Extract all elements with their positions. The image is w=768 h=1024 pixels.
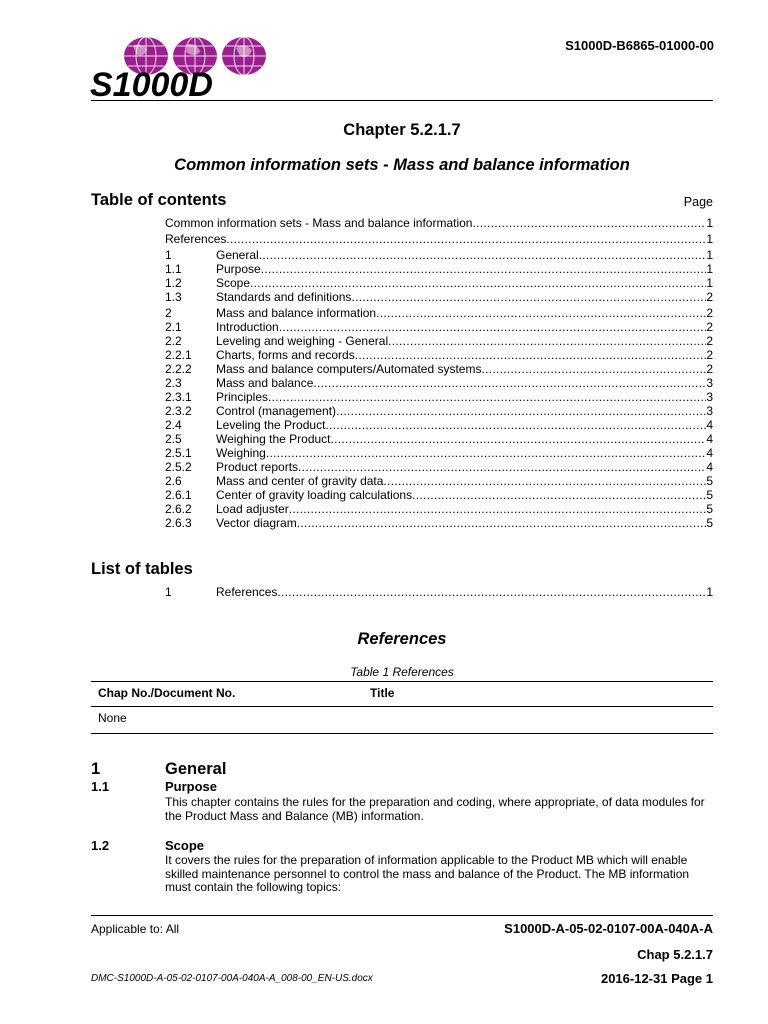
toc-entry-page: 4	[706, 432, 713, 446]
toc-entry-page: 2	[706, 348, 713, 362]
toc-entry-leader	[481, 362, 706, 376]
toc-entry-page: 3	[706, 390, 713, 404]
toc-page-label: Page	[683, 195, 713, 209]
section-1-number: 1	[91, 760, 101, 778]
header-rule	[91, 100, 713, 101]
toc-entry[interactable]	[165, 432, 713, 446]
table-top-rule	[91, 681, 713, 682]
toc-entry-leader	[336, 404, 706, 418]
toc-entry[interactable]	[165, 376, 713, 390]
toc-entry-title: Scope	[216, 276, 251, 290]
toc-entry-page: 2	[706, 320, 713, 334]
toc-entry-title: Mass and balance	[216, 376, 314, 390]
s1000d-logo	[88, 34, 278, 102]
toc-entry-title: Mass and balance computers/Automated systems	[216, 362, 482, 376]
toc-entry-page: 5	[706, 502, 713, 516]
toc-entry-title: Mass and balance information	[216, 306, 377, 320]
document-number: S1000D-B6865-01000-00	[565, 38, 714, 53]
section-1-2-number: 1.2	[91, 838, 110, 853]
toc-entry-number: 2.6	[165, 474, 182, 488]
table-bottom-rule	[91, 733, 713, 734]
toc-entry[interactable]	[165, 502, 713, 516]
toc-entry-page: 2	[706, 306, 713, 320]
toc-entry-number: 2.2.1	[165, 348, 192, 362]
list-of-tables-entry-title: References	[216, 585, 278, 599]
toc-entry-title: Standards and definitions	[216, 290, 352, 304]
toc-entry-title: References	[165, 232, 227, 246]
toc-entry[interactable]	[165, 446, 713, 460]
toc-entry-page: 1	[706, 232, 713, 246]
toc-entry-leader	[376, 306, 706, 320]
toc-entry-leader	[388, 334, 706, 348]
toc-entry-number: 2.5	[165, 432, 182, 446]
toc-entry[interactable]	[165, 460, 713, 474]
list-of-tables-heading: List of tables	[91, 560, 193, 578]
list-of-tables-entry-number: 1	[165, 585, 172, 599]
toc-entry-leader	[297, 516, 707, 530]
table-caption: Table 1 References	[350, 665, 454, 679]
toc-entry[interactable]	[165, 320, 713, 334]
footer-rule	[91, 915, 713, 916]
toc-entry-page: 5	[706, 488, 713, 502]
toc-entry-page: 5	[706, 516, 713, 530]
table-header-doc-no: Chap No./Document No.	[98, 686, 236, 700]
toc-entry[interactable]	[165, 334, 713, 348]
toc-entry-number: 2.6.1	[165, 488, 192, 502]
toc-entry-number: 2.5.2	[165, 460, 192, 474]
references-heading: References	[357, 630, 447, 648]
toc-entry-number: 2.3.2	[165, 404, 192, 418]
toc-entry-leader	[250, 276, 706, 290]
toc-entry-title: Charts, forms and records	[216, 348, 355, 362]
table-header-rule	[91, 706, 713, 707]
toc-entry-title: Weighing the Product	[216, 432, 331, 446]
footer-filename: DMC-S1000D-A-05-02-0107-00A-040A-A_008-00_EN-US.docx	[91, 973, 373, 984]
toc-entry-title: Weighing	[216, 446, 266, 460]
toc-entry-number: 1.1	[165, 262, 182, 276]
section-1-1-text: This chapter contains the rules for the preparation and coding, where appropriate, of data modules for the Product Mass and Balance (MB) information.	[165, 795, 705, 823]
toc-entry-title: Center of gravity loading calculations	[216, 488, 413, 502]
toc-entry-title: Product reports	[216, 460, 299, 474]
section-1-title: General	[165, 760, 227, 778]
toc-entry-page: 4	[706, 446, 713, 460]
toc-entry[interactable]	[165, 216, 713, 230]
toc-entry-number: 2.1	[165, 320, 182, 334]
toc-entry[interactable]	[165, 488, 713, 502]
applicability: Applicable to: All	[91, 922, 180, 936]
toc-entry-number: 1.3	[165, 290, 182, 304]
toc-list	[165, 216, 713, 530]
list-of-tables-entry-page: 1	[706, 585, 713, 599]
toc-entry-leader	[383, 474, 706, 488]
list-of-tables-entry-leader	[277, 585, 706, 599]
toc-entry-leader	[259, 248, 707, 262]
toc-entry-page: 1	[706, 248, 713, 262]
toc-entry-title: General	[216, 248, 259, 262]
footer-chapter: Chap 5.2.1.7	[637, 947, 713, 962]
toc-entry-leader	[472, 216, 706, 230]
section-1-2-text: It covers the rules for the preparation of information applicable to the Product MB which will enable skilled maintenance personnel to control the mass and balance of the Product. The MB information must contain the following topics:	[165, 853, 690, 894]
toc-entry[interactable]	[165, 348, 713, 362]
toc-entry-number: 2.2	[165, 334, 182, 348]
toc-entry-page: 5	[706, 474, 713, 488]
toc-entry-leader	[331, 432, 707, 446]
toc-entry-leader	[266, 446, 707, 460]
footer-date-page: 2016-12-31 Page 1	[600, 971, 713, 986]
toc-entry-page: 1	[706, 276, 713, 290]
table-header-title: Title	[370, 686, 395, 700]
toc-entry-title: Common information sets - Mass and balance information	[165, 216, 473, 230]
logo-text: S1000D	[90, 66, 213, 102]
toc-entry[interactable]	[165, 248, 713, 262]
toc-entry[interactable]	[165, 418, 713, 432]
toc-entry-number: 2.4	[165, 418, 182, 432]
toc-entry-leader	[268, 390, 706, 404]
toc-entry-page: 4	[706, 460, 713, 474]
toc-entry-title: Introduction	[216, 320, 279, 334]
toc-entry-number: 1.2	[165, 276, 182, 290]
toc-entry-title: Mass and center of gravity data	[216, 474, 384, 488]
toc-entry[interactable]	[165, 290, 713, 304]
toc-entry[interactable]	[165, 362, 713, 376]
toc-entry-title: Leveling the Product	[216, 418, 326, 432]
toc-entry-leader	[279, 320, 707, 334]
chapter-title: Chapter 5.2.1.7	[343, 121, 461, 139]
toc-entry-page: 2	[706, 334, 713, 348]
footer-dmc: S1000D-A-05-02-0107-00A-040A-A	[504, 921, 713, 936]
toc-entry-page: 3	[706, 404, 713, 418]
toc-entry-page: 2	[706, 362, 713, 376]
toc-entry-page: 1	[706, 262, 713, 276]
toc-entry-leader	[298, 460, 706, 474]
toc-entry-leader	[325, 418, 706, 432]
toc-entry-leader	[313, 376, 706, 390]
toc-entry-number: 2	[165, 306, 172, 320]
toc-entry-title: Leveling and weighing - General	[216, 334, 389, 348]
toc-entry-leader	[289, 502, 707, 516]
toc-entry-leader	[351, 290, 706, 304]
toc-entry-leader	[226, 232, 706, 246]
toc-entry-title: Load adjuster	[216, 502, 289, 516]
toc-entry-leader	[355, 348, 707, 362]
toc-entry[interactable]	[165, 404, 713, 418]
toc-entry[interactable]	[165, 276, 713, 290]
toc-entry-number: 2.3	[165, 376, 182, 390]
toc-entry-page: 1	[706, 216, 713, 230]
toc-entry[interactable]	[165, 390, 713, 404]
toc-entry-number: 2.6.3	[165, 516, 192, 530]
toc-entry-title: Control (management)	[216, 404, 337, 418]
section-1-1-number: 1.1	[91, 779, 110, 794]
toc-entry-title: Vector diagram	[216, 516, 297, 530]
toc-entry-number: 1	[165, 248, 172, 262]
toc-entry-page: 2	[706, 290, 713, 304]
toc-entry-leader	[261, 262, 707, 276]
chapter-subtitle: Common information sets - Mass and balance information	[174, 156, 630, 174]
section-1-2-title: Scope	[165, 838, 205, 853]
list-of-tables-entry[interactable]	[165, 585, 713, 599]
toc-entry-number: 2.5.1	[165, 446, 192, 460]
toc-entry[interactable]	[165, 516, 713, 530]
toc-entry[interactable]	[165, 306, 713, 320]
toc-entry-title: Purpose	[216, 262, 261, 276]
toc-entry[interactable]	[165, 262, 713, 276]
toc-entry-leader	[412, 488, 706, 502]
section-1-1-title: Purpose	[165, 779, 218, 794]
toc-entry-page: 4	[706, 418, 713, 432]
toc-entry-number: 2.3.1	[165, 390, 192, 404]
toc-entry-number: 2.2.2	[165, 362, 192, 376]
toc-entry[interactable]	[165, 474, 713, 488]
list-of-tables	[165, 585, 713, 599]
toc-entry-title: Principles	[216, 390, 269, 404]
toc-entry-page: 3	[706, 376, 713, 390]
toc-entry[interactable]	[165, 232, 713, 246]
toc-entry-number: 2.6.2	[165, 502, 192, 516]
table-cell-none: None	[98, 711, 127, 725]
toc-heading: Table of contents	[91, 191, 227, 209]
